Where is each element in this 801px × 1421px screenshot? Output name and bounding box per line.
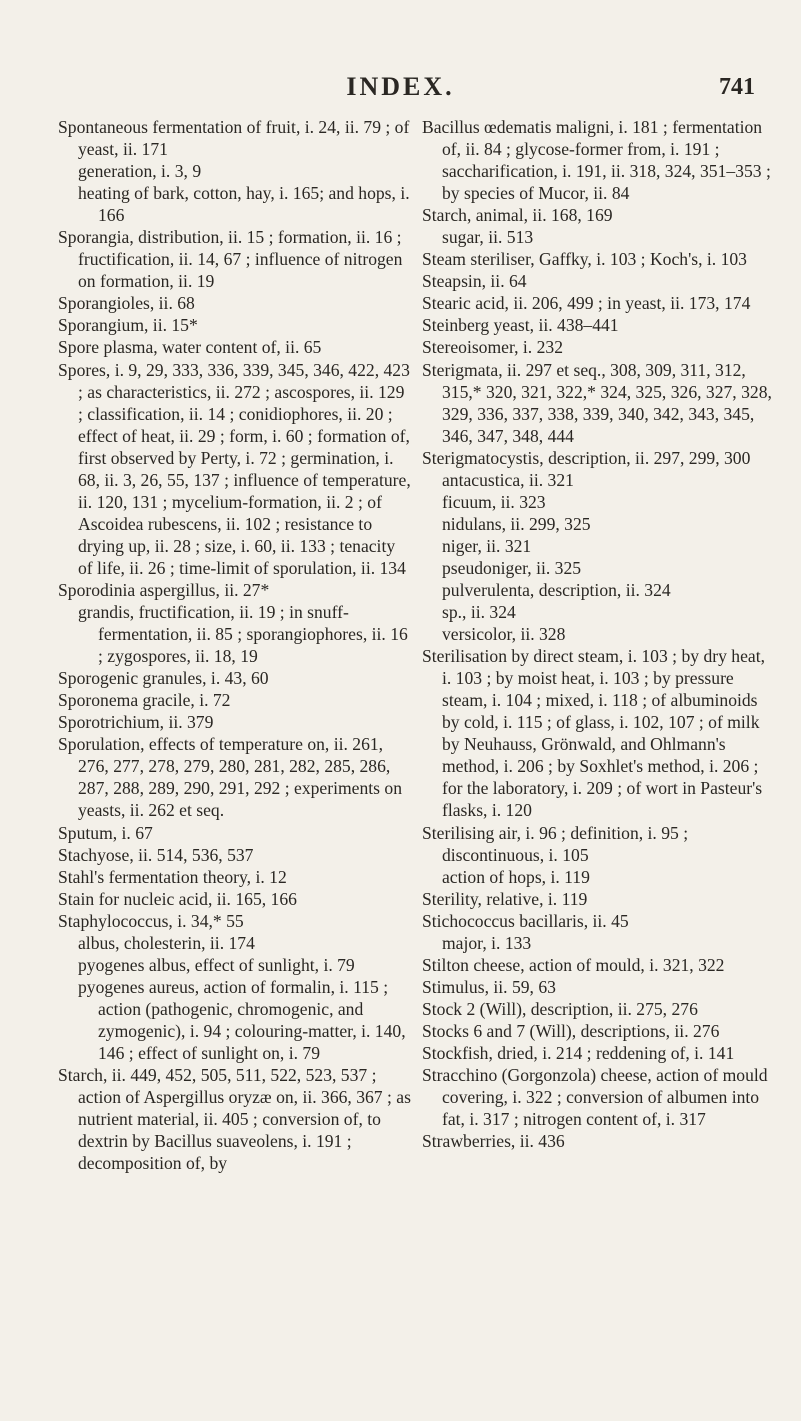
index-entry: Stockfish, dried, i. 214 ; reddening of, i. 141 (422, 1042, 735, 1063)
running-head (0, 70, 801, 104)
page-number: 741 (719, 74, 755, 100)
index-subentry: grandis, fructification, ii. 19 ; in snuff-fermentation, ii. 85 ; sporangiophores, ii. 16 ; zygospores, ii. 18, 19 (78, 602, 408, 667)
index-subentry: versicolor, ii. 328 (442, 624, 566, 645)
index-subentry: major, i. 133 (442, 932, 532, 953)
index-subentry: pseudoniger, ii. 325 (442, 557, 582, 578)
index-entry: Sterilisation by direct steam, i. 103 ; by dry heat, i. 103 ; by moist heat, i. 103 ; by pressure steam, i. 104 ; mixed, i. 118 ; of albuminoids by cold, i. 115 ; of glass, i. 102, 107 ; of milk by Neuhauss, Grönwald, and Ohlmann's method, i. 206 ; by Soxhlet's method, i. 206 ; for the laboratory, i. 209 ; of wort in Pasteur's flasks, i. 120 (422, 646, 766, 821)
index-entry: Stilton cheese, action of mould, i. 321, 322 (422, 954, 725, 975)
index-entry: Sporangioles, ii. 68 (58, 293, 195, 314)
index-entry: Sporogenic granules, i. 43, 60 (58, 668, 269, 689)
index-entry: Stahl's fermentation theory, i. 12 (58, 866, 287, 887)
index-entry: Sporotrichium, ii. 379 (58, 712, 214, 733)
index-subentry: pyogenes albus, effect of sunlight, i. 79 (78, 954, 355, 975)
index-subentry: ficuum, ii. 323 (442, 491, 546, 512)
index-entry: Stimulus, ii. 59, 63 (422, 976, 556, 997)
index-subentry: sp., ii. 324 (442, 602, 516, 623)
index-entry: Sporodinia aspergillus, ii. 27* (58, 579, 270, 600)
index-subentry: niger, ii. 321 (442, 535, 532, 556)
index-subentry: pulverulenta, description, ii. 324 (442, 579, 671, 600)
index-subentry: albus, cholesterin, ii. 174 (78, 932, 255, 953)
index-entry: Starch, ii. 449, 452, 505, 511, 522, 523, 537 ; action of Aspergillus oryzæ on, ii. 366, 367 ; as nutrient material, ii. 405 ; conversion of, to dextrin by Bacillus suaveolens, i. 191 ; decomposition of, by (58, 1065, 411, 1174)
index-column-right (422, 116, 778, 1152)
index-entry: Sporangia, distribution, ii. 15 ; formation, ii. 16 ; fructification, ii. 14, 67 ; influence of nitrogen on formation, ii. 19 (58, 227, 403, 292)
index-entry: Sterility, relative, i. 119 (422, 888, 588, 909)
index-entry: Stereoisomer, i. 232 (422, 337, 563, 358)
index-entry: Staphylococcus, i. 34,* 55 (58, 910, 244, 931)
index-entry: Stock 2 (Will), description, ii. 275, 276 (422, 998, 698, 1019)
index-subentry: nidulans, ii. 299, 325 (442, 513, 591, 534)
index-entry: Sputum, i. 67 (58, 822, 153, 843)
index-entry: Sporangium, ii. 15* (58, 315, 198, 336)
index-entry: Stearic acid, ii. 206, 499 ; in yeast, ii. 173, 174 (422, 293, 751, 314)
index-entry: Spore plasma, water content of, ii. 65 (58, 337, 322, 358)
index-entry: Spontaneous fermentation of fruit, i. 24, ii. 79 ; of yeast, ii. 171 (58, 117, 410, 160)
index-subentry: sugar, ii. 513 (442, 227, 534, 248)
index-entry: Sporonema gracile, i. 72 (58, 690, 231, 711)
index-subentry: pyogenes aureus, action of formalin, i. 115 ; action (pathogenic, chromogenic, and zymogenic), i. 94 ; colouring-matter, i. 140, 146 ; effect of sunlight on, i. 79 (78, 976, 406, 1063)
index-entry: Sporulation, effects of temperature on, ii. 261, 276, 277, 278, 279, 280, 281, 282, 285, 286, 287, 288, 289, 290, 291, 292 ; experiments on yeasts, ii. 262 et seq. (58, 734, 402, 821)
index-entry: Stachyose, ii. 514, 536, 537 (58, 844, 254, 865)
index-entry: Steam steriliser, Gaffky, i. 103 ; Koch's, i. 103 (422, 249, 747, 270)
index-entry: Sterilising air, i. 96 ; definition, i. 95 ; discontinuous, i. 105 (422, 822, 689, 865)
index-entry: Sterigmata, ii. 297 et seq., 308, 309, 311, 312, 315,* 320, 321, 322,* 324, 325, 326, 327, 328, 329, 336, 337, 338, 339, 340, 342, 343, 345, 346, 347, 348, 444 (422, 359, 772, 446)
index-entry: Steapsin, ii. 64 (422, 271, 527, 292)
index-entry: Stocks 6 and 7 (Will), descriptions, ii. 276 (422, 1020, 720, 1041)
index-entry: Steinberg yeast, ii. 438–441 (422, 315, 619, 336)
index-subentry: action of hops, i. 119 (442, 866, 590, 887)
index-entry: Bacillus œdematis maligni, i. 181 ; fermentation of, ii. 84 ; glycose-former from, i. 191 ; saccharification, i. 191, ii. 318, 324, 351–353 ; by species of Mucor, ii. 84 (422, 117, 771, 204)
index-entry: Spores, i. 9, 29, 333, 336, 339, 345, 346, 422, 423 ; as characteristics, ii. 272 ; ascospores, ii. 129 ; classification, ii. 14 ; conidiophores, ii. 20 ; effect of heat, ii. 29 ; form, i. 60 ; formation of, first observed by Perty, i. 72 ; germination, i. 68, ii. 3, 26, 55, 137 ; influence of temperature, ii. 120, 131 ; mycelium-formation, ii. 2 ; of Ascoidea rubescens, ii. 102 ; resistance to drying up, ii. 28 ; size, i. 60, ii. 133 ; tenacity of life, ii. 26 ; time-limit of sporulation, ii. 134 (58, 359, 411, 578)
index-entry: Stichococcus bacillaris, ii. 45 (422, 910, 629, 931)
index-entry: Starch, animal, ii. 168, 169 (422, 205, 613, 226)
index-subentry: generation, i. 3, 9 (78, 161, 202, 182)
index-subentry: antacustica, ii. 321 (442, 469, 574, 490)
index-entry: Sterigmatocystis, description, ii. 297, 299, 300 (422, 447, 751, 468)
index-entry: Stain for nucleic acid, ii. 165, 166 (58, 888, 297, 909)
index-entry: Strawberries, ii. 436 (422, 1131, 565, 1152)
index-entry: Stracchino (Gorgonzola) cheese, action of mould covering, i. 322 ; conversion of albumen into fat, i. 317 ; nitrogen content of, i. 317 (422, 1065, 768, 1130)
index-column-left (58, 116, 411, 1174)
running-title: INDEX. (346, 72, 455, 101)
index-subentry: heating of bark, cotton, hay, i. 165; and hops, i. 166 (78, 183, 410, 226)
